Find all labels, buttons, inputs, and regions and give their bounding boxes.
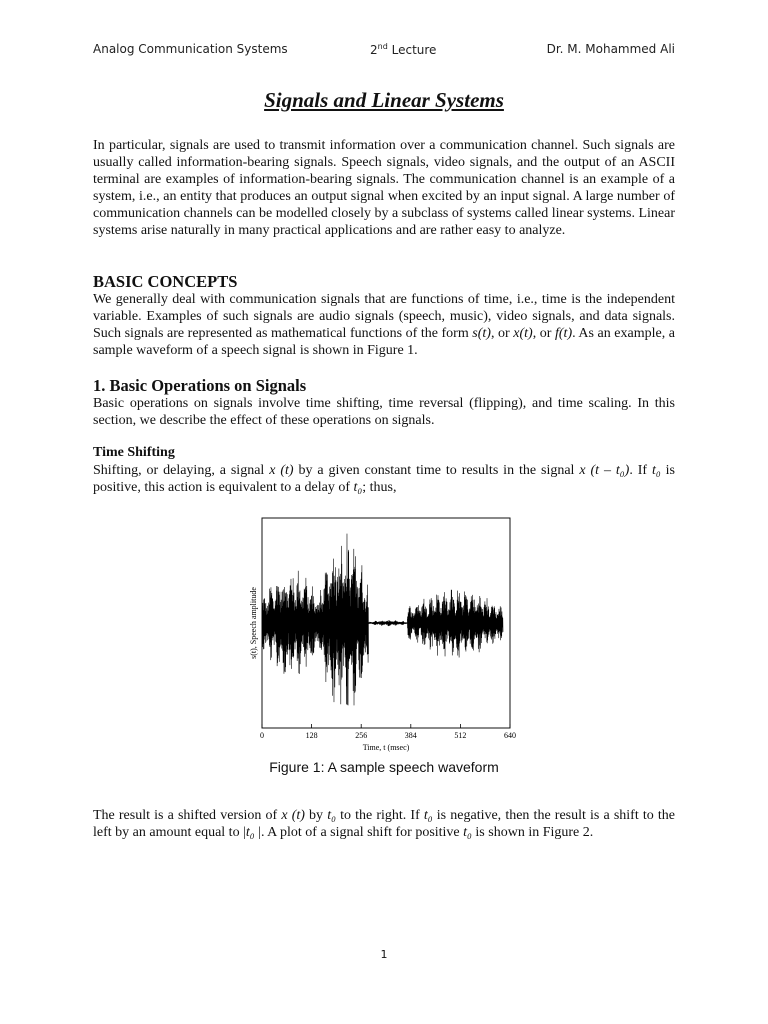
waveform-burst-1 bbox=[262, 571, 320, 674]
x-tick-label-5: 640 bbox=[504, 731, 516, 740]
header-course: Analog Communication Systems bbox=[93, 42, 288, 56]
basic-text-a: We generally deal with communication signals that are functions of time, i.e., time is the independent variable. Examples of such signals are audio signals (speech, music), video signals, and data signals. Such signals are represented as mathematical functions of the form bbox=[93, 292, 675, 341]
formula-x-t: x(t) bbox=[513, 326, 533, 341]
result-t0a: t₀ bbox=[327, 808, 336, 823]
waveform-series bbox=[262, 534, 503, 706]
result-p5: |. A plot of a signal shift for positive bbox=[254, 825, 464, 840]
page-number: 1 bbox=[380, 948, 388, 961]
result-p2: by bbox=[304, 808, 328, 823]
header-lecture bbox=[370, 42, 436, 57]
shift-p4: is positive, this action is equivalent to a delay of bbox=[93, 463, 675, 495]
basic-concepts-heading: BASIC CONCEPTS bbox=[93, 272, 238, 291]
x-tick-label-1: 128 bbox=[305, 731, 318, 740]
figure-caption: Figure 1: A sample speech waveform bbox=[269, 759, 499, 775]
x-axis-label: Time, t (msec) bbox=[362, 743, 410, 752]
x-tick-label-4: 512 bbox=[454, 731, 467, 740]
x-tick-label-2: 256 bbox=[355, 731, 368, 740]
waveform-burst-2 bbox=[320, 534, 368, 706]
result-p6: is shown in Figure 2. bbox=[471, 825, 594, 840]
result-xt: x (t) bbox=[281, 808, 305, 823]
shift-p2: by a given constant time to results in the signal bbox=[293, 463, 580, 478]
lecture-word: Lecture bbox=[387, 43, 437, 57]
shift-xt: x (t) bbox=[269, 463, 294, 478]
result-p3: to the right. If bbox=[335, 808, 424, 823]
basic-text-b: . As an example, a sample waveform of a speech signal is shown in Figure 1. bbox=[93, 326, 675, 358]
shift-p5: ; thus, bbox=[362, 480, 397, 495]
result-p1: The result is a shifted version of bbox=[93, 808, 282, 823]
lecture-number: 2 bbox=[370, 43, 378, 57]
basic-operations-paragraph: Basic operations on signals involve time shifting, time reversal (flipping), and time scaling. In this section, we describe the effect of these operations on signals. bbox=[93, 396, 675, 428]
x-tick-label-3: 384 bbox=[404, 731, 417, 740]
intro-paragraph: In particular, signals are used to transmit information over a communication channel. Such signals are usually called information-bearing signals. Speech signals, video signals, and the output of an ASCII terminal are examples of information-bearing signals. The communication channel is an example of a system, i.e., an entity that produces an output signal when excited by an input signal. A large number of communication channels can be modelled closely by a subclass of systems called linear systems. Linear systems arise naturally in many practical applications and are rather easy to analyze. bbox=[93, 138, 675, 238]
speech-waveform-chart bbox=[244, 512, 522, 755]
result-t0c: t₀ bbox=[245, 825, 255, 840]
formula-f-t: f(t) bbox=[555, 326, 573, 341]
lecture-ordinal: nd bbox=[377, 42, 388, 51]
shift-t0b: t₀ bbox=[353, 480, 363, 495]
sep-1: , or bbox=[490, 326, 514, 341]
shift-xt0: x (t – t₀) bbox=[579, 463, 630, 478]
shift-p3: . If bbox=[629, 463, 652, 478]
basic-concepts-paragraph bbox=[93, 291, 675, 359]
time-shifting-heading: Time Shifting bbox=[93, 445, 175, 460]
basic-operations-heading: 1. Basic Operations on Signals bbox=[93, 376, 307, 395]
result-t0d: t₀ bbox=[463, 825, 472, 840]
page-title: Signals and Linear Systems bbox=[264, 88, 504, 112]
formula-s-t: s(t) bbox=[472, 326, 491, 341]
sep-2: , or bbox=[532, 326, 555, 341]
result-t0b: t₀ bbox=[423, 808, 433, 823]
y-axis-label: s(t), Speech amplitude bbox=[249, 587, 258, 659]
shift-t0a: t₀ bbox=[651, 463, 661, 478]
shift-p1: Shifting, or delaying, a signal bbox=[93, 463, 270, 478]
time-shifting-paragraph bbox=[93, 462, 675, 496]
x-axis-ticks bbox=[260, 724, 516, 740]
result-p4: is negative, then the result is a shift to the left by an amount equal to | bbox=[93, 808, 675, 840]
waveform-burst-3 bbox=[407, 590, 503, 658]
result-paragraph bbox=[93, 807, 675, 841]
header-author: Dr. M. Mohammed Ali bbox=[546, 42, 675, 56]
x-tick-label-0: 0 bbox=[260, 731, 264, 740]
